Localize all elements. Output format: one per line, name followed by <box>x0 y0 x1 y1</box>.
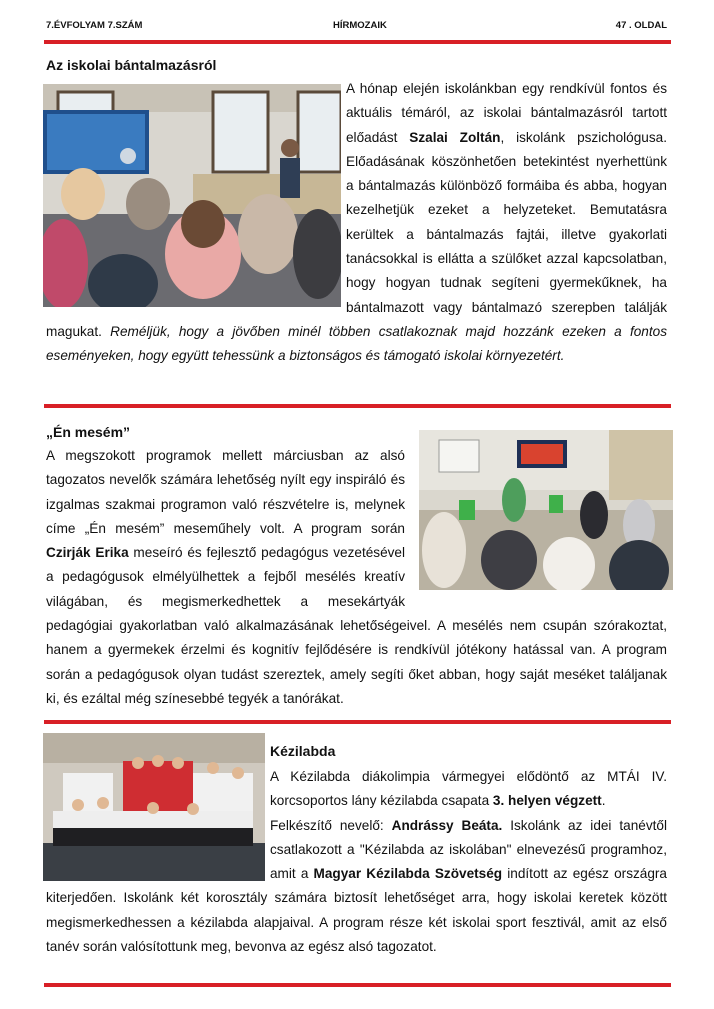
federation-name: Magyar Kézilabda Szövetség <box>313 866 503 882</box>
result-text: 3. helyen végzett <box>492 793 602 809</box>
float-spacer <box>405 444 667 590</box>
section-rule <box>44 720 671 724</box>
float-spacer <box>46 765 270 886</box>
magazine-name: HÍRMOZAIK <box>333 20 387 31</box>
para-text: Iskolánk az idei tanévtől csatlakozott a "Kézilabda az iskolában" elnevezésű programhoz, amit a <box>270 817 667 882</box>
speaker-name: Szalai Zoltán <box>409 129 501 145</box>
article-title-bullying: Az iskolai bántalmazásról <box>46 57 217 73</box>
page-header <box>46 20 667 34</box>
header-rule <box>44 40 671 44</box>
para-text: . <box>601 793 606 809</box>
para-text: meseíró és fejlesztő pedagógus vezetésével a pedagógusok elmélyülhettek a fejből mesélés kreatív világában, és megismerkedhettek a mesekártyák pedagógiai gyakorlatban való alkalmazásának lehetőségeivel. A mesélés nem csupán szórakoztat, hanem a gyermekek érzelmi és kognitív fejlődésére is rendkívül jótékony hatással van. A program során a pedagógusok olyan tudást szereztek, amely segíti őket abban, hogy saját meséket találjanak ki, és ezáltal még színesebbé tegyék a tanórákat. <box>46 545 667 706</box>
para-text: , iskolánk pszichológusa. Előadásának köszönhetően betekintést nyerhettünk a bántalmazás különböző formáiba és abba, hogyan kezelhetjük ezeket a helyzeteket. Bemutatásra kerültek a bántalmazás fajtái, illetve gyakorlati tanácsokkal is ellátta a szülőket azzal kapcsolatban, hogy hogyan tudnak segíteni gyermekűknek, ha bántalmazott vagy bántalmazó szerepben találják magukat. <box>46 129 668 339</box>
closing-remark: Reméljük, hogy a jövőben minél többen csatlakoznak majd hozzánk ezeken a fontos eseményeken, hogy együtt tehessünk a biztonságos és támogató iskolai környezetért. <box>46 323 667 364</box>
footer-rule <box>44 983 671 987</box>
article-title-handball: Kézilabda <box>270 743 336 759</box>
author-name: Czirják Erika <box>46 545 129 561</box>
issue-label: 7.ÉVFOLYAM 7.SZÁM <box>46 20 143 31</box>
section-rule <box>44 404 671 408</box>
page-number: 47 . OLDAL <box>615 20 667 31</box>
article-body-bullying <box>46 77 667 369</box>
article-body-handball <box>46 765 667 959</box>
para-text: A hónap elején iskolánkban egy rendkívül fontos és aktuális témáról, az iskolai bántalmazásról tartott előadást <box>346 81 667 145</box>
coach-name: Andrássy Beáta. <box>391 817 503 833</box>
article-title-tales: „Én mesém” <box>46 424 131 440</box>
para-text: indított az egész országra kiterjedően. Iskolánk két korosztály számára biztosít lehetőséget arra, hogy iskolai keretek között megismerkedhessen a kézilabda alapjaival. A program része két iskolai sport fesztivál, amit az első tanév során valósítottunk meg, bevonva az egész alsó tagozatot. <box>46 866 667 955</box>
float-spacer <box>46 77 346 316</box>
para-text: A megszokott programok mellett márciusban az alsó tagozatos nevelők számára lehetőség nyílt egy inspiráló és izgalmas szakmai programon való részvételre is, melynek címe „Én mesém” meseműhely volt. A program során <box>46 448 405 536</box>
para-text: Felkészítő nevelő: <box>270 817 392 833</box>
para-text: A Kézilabda diákolimpia vármegyei elődöntő az MTÁI IV. korcsoportos lány kézilabda csapata <box>270 769 667 809</box>
article-body-tales <box>46 444 667 711</box>
